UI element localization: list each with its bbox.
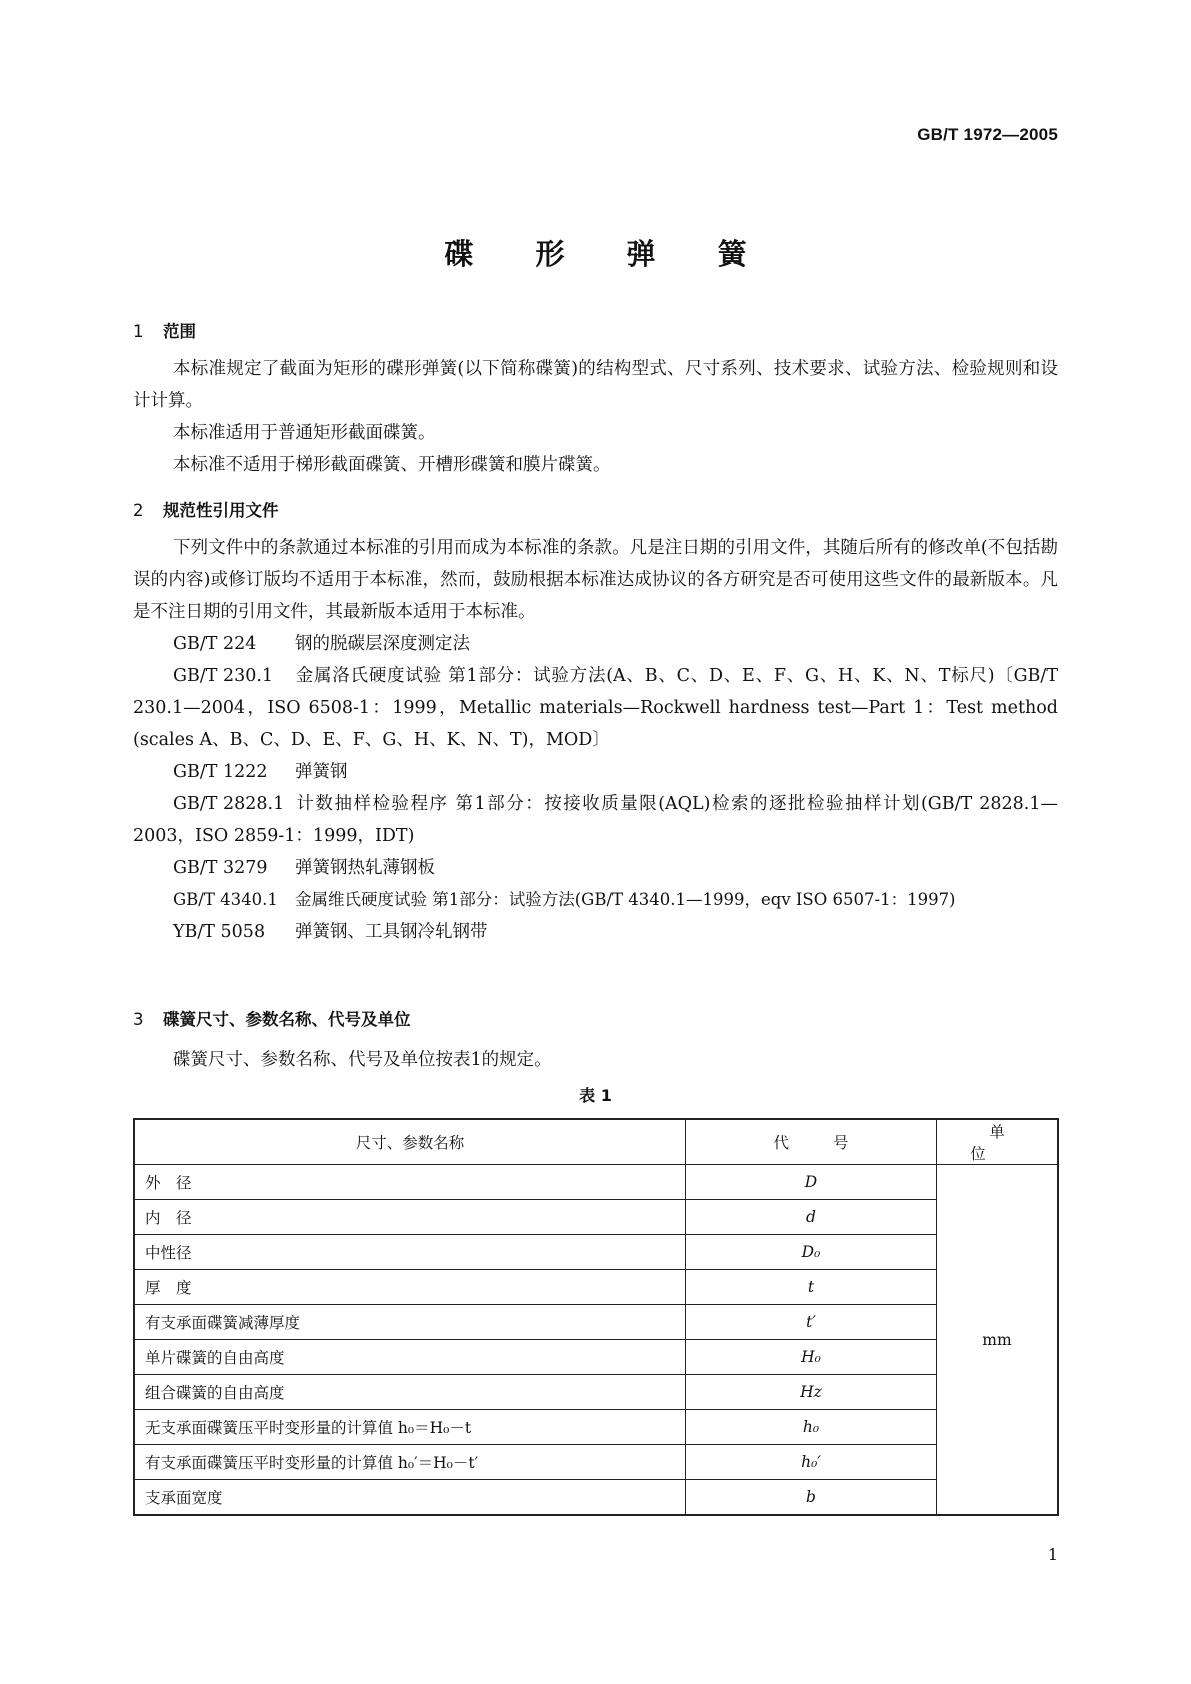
param-symbol: b [686, 1480, 937, 1516]
section-title: 范围 [163, 322, 196, 341]
param-name: 有支承面碟簧减薄厚度 [134, 1305, 686, 1340]
section-title: 规范性引用文件 [163, 501, 279, 520]
section-title: 碟簧尺寸、参数名称、代号及单位 [163, 1010, 411, 1029]
reference-title: 计数抽样检验程序 第1部分：按接收质量限(AQL)检索的逐批检验抽样计划(GB/T 2828.1—2003，ISO 2859-1：1999，IDT) [133, 794, 1058, 846]
param-symbol: d [686, 1200, 937, 1235]
section-2-intro: 下列文件中的条款通过本标准的引用而成为本标准的条款。凡是注日期的引用文件，其随后所有的修改单(不包括勘误的内容)或修订版均不适用于本标准，然而，鼓励根据本标准达成协议的各方研究是否可使用这些文件的最新版本。凡是不注日期的引用文件，其最新版本适用于本标准。 [133, 538, 1058, 622]
param-symbol: h₀′ [686, 1445, 937, 1480]
reference-title: 金属洛氏硬度试验 第1部分：试验方法(A、B、C、D、E、F、G、H、K、N、T标尺)〔GB/T 230.1—2004，ISO 6508-1：1999，Metallic materials—Rockwell hardness test—Part 1：Test method (scales A、B、C、D、E、F、G、H、K、N、T)，MOD〕 [133, 666, 1058, 750]
param-name: 中性径 [134, 1235, 686, 1270]
param-symbol: H₀ [686, 1340, 937, 1375]
reference-item [173, 756, 1058, 788]
column-header-name: 尺寸、参数名称 [134, 1119, 686, 1165]
table-row [134, 1410, 1058, 1445]
param-name: 厚 度 [134, 1270, 686, 1305]
section-1-heading [133, 318, 196, 342]
param-symbol: t [686, 1270, 937, 1305]
section-1-paragraph: 本标准适用于普通矩形截面碟簧。 [173, 423, 436, 443]
section-number: 2 [133, 501, 144, 520]
reference-title: 钢的脱碳层深度测定法 [295, 634, 470, 654]
table-row [134, 1235, 1058, 1270]
reference-item [133, 660, 1058, 756]
reference-item [173, 916, 1058, 948]
param-name: 无支承面碟簧压平时变形量的计算值 h₀＝H₀－t [134, 1410, 686, 1445]
page-number: 1 [1047, 1545, 1058, 1564]
section-1-paragraph: 本标准规定了截面为矩形的碟形弹簧(以下简称碟簧)的结构型式、尺寸系列、技术要求、试验方法、检验规则和设计计算。 [133, 359, 1058, 411]
table-row [134, 1480, 1058, 1516]
param-name: 支承面宽度 [134, 1480, 686, 1516]
param-symbol: t′ [686, 1305, 937, 1340]
table-row [134, 1445, 1058, 1480]
column-header-unit: 单位 [937, 1119, 1059, 1165]
table-row [134, 1305, 1058, 1340]
reference-item [133, 788, 1058, 852]
param-symbol: D₀ [686, 1235, 937, 1270]
parameters-table [133, 1118, 1059, 1516]
reference-item [173, 884, 1058, 916]
table-caption: 表 1 [579, 1086, 612, 1105]
reference-code: GB/T 3279 [173, 858, 268, 878]
table-row [134, 1375, 1058, 1410]
section-3-intro: 碟簧尺寸、参数名称、代号及单位按表1的规定。 [173, 1050, 552, 1070]
reference-code: GB/T 224 [173, 634, 257, 654]
reference-code: GB/T 2828.1 [173, 794, 285, 814]
param-name: 外 径 [134, 1165, 686, 1200]
param-name: 单片碟簧的自由高度 [134, 1340, 686, 1375]
reference-code: GB/T 1222 [173, 762, 268, 782]
param-symbol: D [686, 1165, 937, 1200]
table-row [134, 1200, 1058, 1235]
section-3-heading [133, 1006, 411, 1030]
table-header-row [134, 1119, 1058, 1165]
reference-item [173, 628, 1058, 660]
param-name: 有支承面碟簧压平时变形量的计算值 h₀′＝H₀－t′ [134, 1445, 686, 1480]
param-name: 组合碟簧的自由高度 [134, 1375, 686, 1410]
table-row [134, 1165, 1058, 1200]
section-2-heading [133, 497, 279, 521]
section-number: 3 [133, 1010, 144, 1029]
reference-code: GB/T 230.1 [173, 666, 274, 686]
reference-code: GB/T 4340.1 [173, 890, 278, 909]
param-name: 内 径 [134, 1200, 686, 1235]
table-row [134, 1340, 1058, 1375]
section-number: 1 [133, 322, 144, 341]
column-header-symbol: 代号 [686, 1119, 937, 1165]
standard-code: GB/T 1972—2005 [917, 125, 1058, 144]
reference-code: YB/T 5058 [173, 922, 266, 942]
reference-title: 弹簧钢、工具钢冷轧钢带 [295, 922, 488, 942]
reference-title: 金属维氏硬度试验 第1部分：试验方法(GB/T 4340.1—1999，eqv ISO 6507-1：1997) [295, 890, 956, 909]
reference-title: 弹簧钢 [295, 762, 348, 782]
param-unit: mm [937, 1165, 1059, 1516]
reference-title: 弹簧钢热轧薄钢板 [295, 858, 435, 878]
reference-item [173, 852, 1058, 884]
document-title: 碟 形 弹 簧 [444, 237, 773, 271]
param-symbol: Hz [686, 1375, 937, 1410]
table-row [134, 1270, 1058, 1305]
param-symbol: h₀ [686, 1410, 937, 1445]
section-1-paragraph: 本标准不适用于梯形截面碟簧、开槽形碟簧和膜片碟簧。 [173, 455, 611, 475]
